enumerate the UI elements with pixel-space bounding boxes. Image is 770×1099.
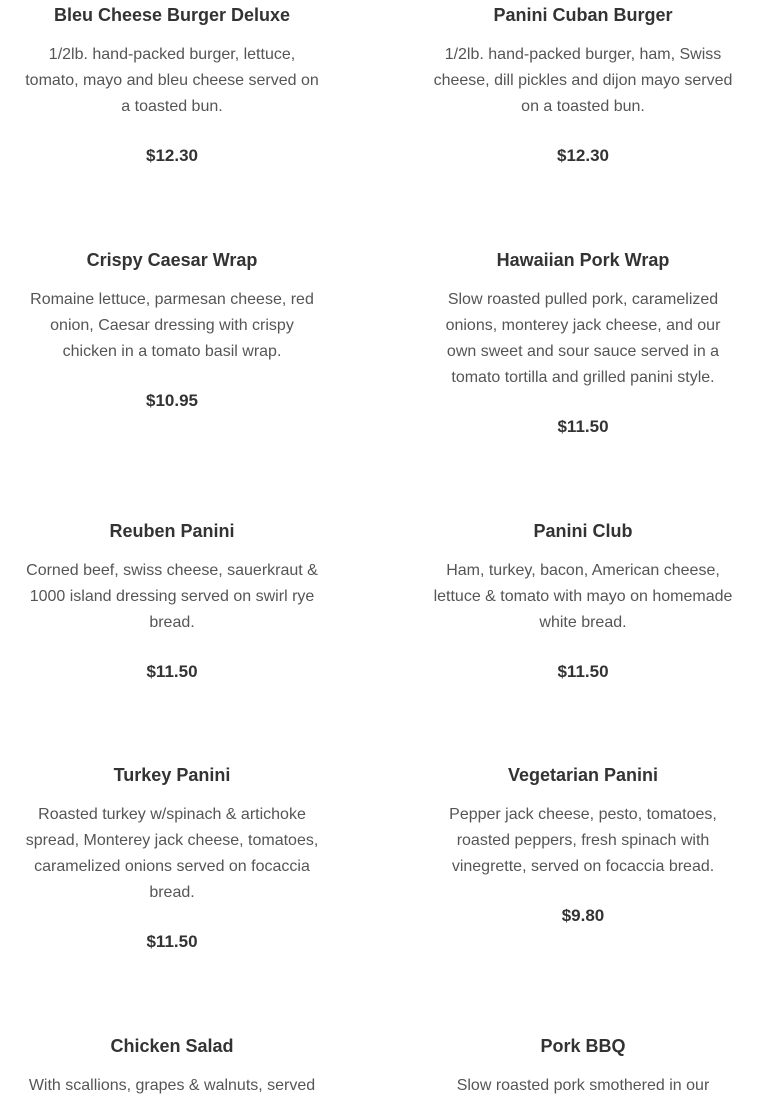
menu-item-name: Reuben Panini [109,521,235,541]
menu-item-name: Vegetarian Panini [507,765,659,785]
menu-item [22,249,322,412]
menu-item-name: Bleu Cheese Burger Deluxe [53,5,291,25]
menu-item-description: 1/2lb. hand-packed burger, ham, Swiss cheese, dill pickles and dijon mayo served on a toasted bun. [433,46,733,115]
menu-item-description: 1/2lb. hand-packed burger, lettuce, tomato, mayo and bleu cheese served on a toasted bun. [25,46,319,115]
menu-item-description: Slow roasted pulled pork, caramelized onions, monterey jack cheese, and our own sweet and sour sauce served in a tomato tortilla and grilled panini style. [445,291,721,386]
menu-item-price: $11.50 [557,417,609,436]
menu-item [430,4,736,167]
menu-item-name: Panini Cuban Burger [493,5,673,25]
menu-item-description: Slow roasted pork smothered in our [456,1077,710,1094]
menu-item-description: Ham, turkey, bacon, American cheese, lettuce & tomato with mayo on homemade white bread. [433,562,733,631]
menu-item-name: Turkey Panini [113,765,231,785]
menu-item-description: Pepper jack cheese, pesto, tomatoes, roasted peppers, fresh spinach with vinegrette, served on focaccia bread. [449,806,717,875]
menu-item-name: Crispy Caesar Wrap [86,250,258,270]
menu-item-description: Romaine lettuce, parmesan cheese, red onion, Caesar dressing with crispy chicken in a tomato basil wrap. [30,291,314,360]
menu-item [22,1035,322,1099]
menu-item-description: Roasted turkey w/spinach & artichoke spread, Monterey jack cheese, tomatoes, caramelized onions served on focaccia bread. [25,806,319,901]
menu-item-price: $11.50 [557,662,609,681]
menu-item [430,520,736,683]
menu-item [22,4,322,167]
menu-item [22,520,322,683]
menu-item [430,764,736,927]
menu-item-name: Panini Club [533,521,633,541]
menu-item-price: $10.95 [146,391,198,410]
menu-item-price: $11.50 [146,932,198,951]
menu-item [22,764,322,953]
menu-item-price: $12.30 [557,146,609,165]
menu-item-price: $9.80 [561,906,605,925]
menu-item-description: Corned beef, swiss cheese, sauerkraut & 1000 island dressing served on swirl rye bread. [26,562,318,631]
menu-item-description: With scallions, grapes & walnuts, served [28,1077,316,1094]
menu-item [430,1035,736,1099]
menu-item-price: $12.30 [146,146,198,165]
menu-item-name: Hawaiian Pork Wrap [496,250,670,270]
menu-item-price: $11.50 [146,662,198,681]
menu-item [430,249,736,438]
menu-item-name: Chicken Salad [110,1036,234,1056]
menu-item-name: Pork BBQ [540,1036,626,1056]
